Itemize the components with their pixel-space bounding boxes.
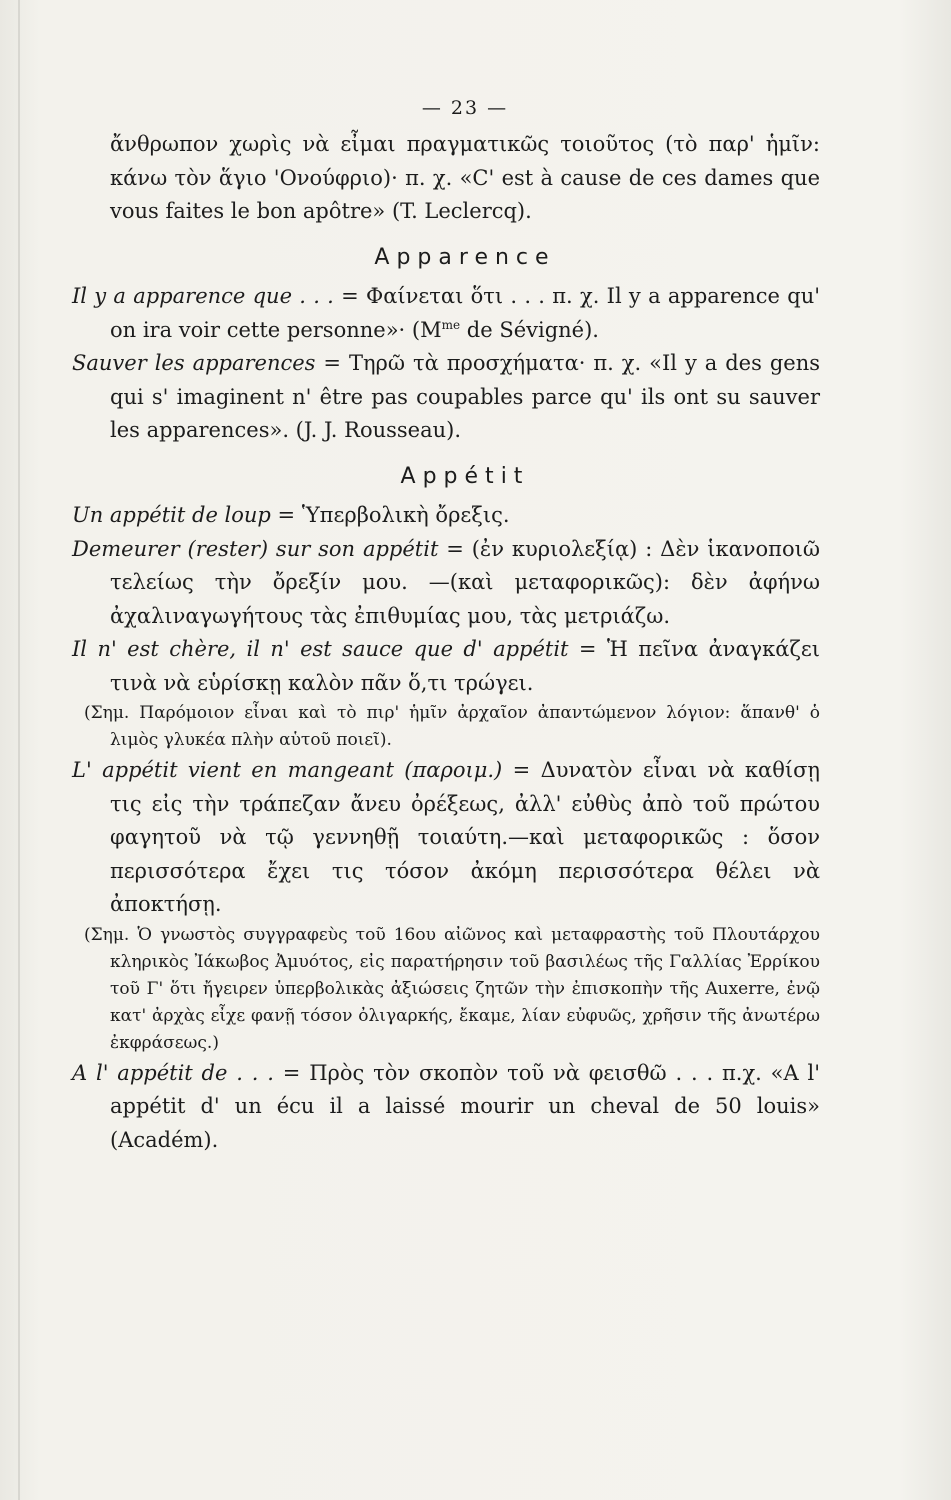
section-heading-apparence: Apparence — [374, 244, 556, 270]
entry-term: Sauver les apparences — [72, 351, 316, 375]
entry-sup: me — [441, 317, 461, 332]
entry-term: Demeurer (rester) sur son appétit — [72, 536, 439, 561]
entry-term: Il n' est chère, il n' est sauce que d' appétit — [72, 637, 569, 661]
section-heading-appetit: Appétit — [400, 463, 530, 489]
entry-appetit-vient-en-mangeant — [72, 754, 820, 922]
entry-text: = Φαίνεται ὅτι . . . π. χ. Il y a apparence qu' on ira voir cette personne»· (M — [110, 284, 820, 342]
note-amyot: (Σημ. Ὁ γνωστὸς συγγραφεὺς τοῦ 16ου αἰῶνος καὶ μεταφραστὴς τοῦ Πλουτάρχου κληρικὸς Ἰάκωβος Ἀμυότος, εἰς παρατήρησιν τοῦ βασιλέως τῆς Γαλλίας Ἐρρίκου τοῦ Γ' ὅτι ἤγειρεν ὑπερβολικὰς ἀξιώσεις ζητῶν τὴν ἐπισκοπὴν τῆς Auxerre, ἐνῷ κατ' ἀρχὰς εἶχε φανῇ τόσον ὀλιγαρκής, ἔκαμε, λίαν εὐφυῶς, χρῆσιν τῆς ἀνωτέρω ἐκφράσεως.) — [84, 924, 820, 1053]
entry-term: Un appétit de loup — [72, 503, 271, 527]
entry-text: = Ἡ πεῖνα ἀναγκάζει τινὰ νὰ εὑρίσκῃ καλὸν πᾶν ὅ,τι τρώγει. — [110, 637, 820, 695]
text-block — [72, 88, 821, 1157]
entry-text: = (ἐν κυριολεξίᾳ) : Δὲν ἱκανοποιῶ τελείως τὴν ὄρεξίν μου. —(καὶ μεταφορικῶς): δὲν ἀφήνω ἀχαλιναγωγήτους τὰς ἐπιθυμίας μου, τὰς μετριάζω. — [110, 536, 820, 628]
entry-il-y-a-apparence — [72, 280, 820, 347]
entry-text: = Πρὸς τὸν σκοπὸν τοῦ νὰ φεισθῶ . . . π.χ. «A l' appétit d' un écu il a laissé mourir un cheval de 50 louis» (Académ). — [110, 1060, 820, 1152]
entry-term: Il y a apparence que . . . — [72, 284, 334, 308]
entry-sauver-les-apparences — [72, 347, 820, 448]
note-paromoion: (Σημ. Παρόμοιον εἶναι καὶ τὸ πιρ' ἡμῖν ἀρχαῖον ἀπαντώμενον λόγιον: ἅπανθ' ὁ λιμὸς γλυκέα πλὴν αὑτοῦ ποιεῖ). — [84, 703, 820, 750]
entry-paren: (παροιμ.) — [393, 758, 503, 782]
entry-text: = Ὑπερβολικὴ ὄρεξις. — [270, 503, 510, 527]
entry-term: A l' appétit de . . . — [72, 1060, 274, 1085]
page-number: — 23 — — [421, 97, 509, 119]
entry-appetit-de-loup — [72, 499, 820, 533]
entry-demeurer-sur-son-appetit — [72, 533, 820, 634]
entry-text: = Τηρῶ τὰ προσχήματα· π. χ. «Il y a des gens qui s' imaginent n' être pas coupables parce qu' ils ont su sauver les apparences». (J. J. Rousseau). — [110, 351, 821, 442]
entry-text-cont: de Sévigné). — [460, 317, 599, 342]
intro-paragraph: ἄνθρωπον χωρὶς νὰ εἶμαι πραγματικῶς τοιοῦτος (τὸ παρ' ἡμῖν: κάνω τὸν ἅγιο 'Ονούφριο)· π. χ. «C' est à cause de ces dames que vous faites le bon apôtre» (T. Leclercq). — [110, 132, 820, 223]
page-edge-shadow — [18, 0, 20, 1500]
entry-a-l-appetit-de — [72, 1057, 820, 1158]
entry-term: L' appétit vient en mangeant — [72, 758, 394, 782]
entry-text: = Δυνατὸν εἶναι νὰ καθίσῃ τις εἰς τὴν τράπεζαν ἄνευ ὀρέξεως, ἀλλ' εὐθὺς ἀπὸ τοῦ πρώτου φαγητοῦ νὰ τῷ γεννηθῇ τοιαύτη.—καὶ μεταφορικῶς : ὅσον περισσότερα ἔχει τις τόσον ἀκόμη περισσότερα θέλει νὰ ἀποκτήσῃ. — [110, 758, 820, 916]
entry-il-n-est-chere — [72, 633, 820, 700]
